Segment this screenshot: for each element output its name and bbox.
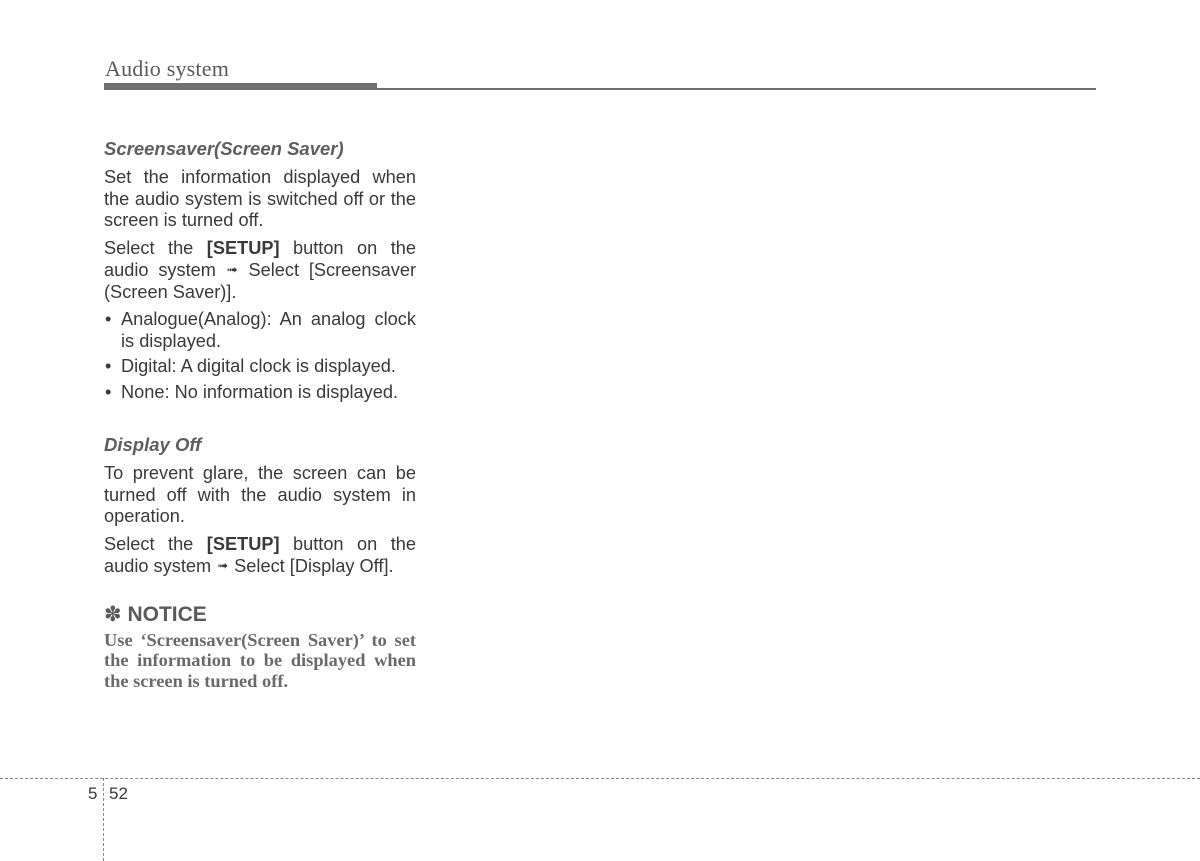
list-item	[104, 356, 416, 378]
bullet-icon: •	[105, 381, 112, 402]
list-item	[104, 382, 416, 404]
footer-divider	[0, 778, 1200, 779]
footer-vertical-divider	[103, 778, 104, 861]
instruction-prefix: Select the	[104, 237, 207, 258]
bullet-icon: •	[105, 356, 112, 376]
option-text: Digital: A digital clock is displayed.	[121, 356, 396, 376]
display-off-instruction	[104, 534, 416, 578]
screensaver-description: Set the information displayed when the audio system is switched off or the screen is turned off.	[104, 167, 416, 230]
setup-button-label: [SETUP]	[206, 533, 280, 554]
notice-icon: ✽	[104, 602, 122, 626]
notice-heading	[104, 602, 416, 628]
setup-button-label: [SETUP]	[206, 237, 280, 258]
arrow-right-icon: ➟	[217, 558, 229, 573]
header-rule-thick	[104, 83, 377, 90]
display-off-heading: Display Off	[104, 434, 202, 455]
screensaver-options-list	[104, 309, 416, 403]
instruction-suffix: Select [Screensaver (Screen Saver)].	[104, 260, 416, 302]
option-text: None: No information is displayed.	[121, 381, 398, 402]
display-off-description: To prevent glare, the screen can be turned off with the audio system in operation.	[104, 463, 416, 526]
list-item	[104, 309, 416, 352]
chapter-number: 5	[88, 784, 98, 803]
header-title: Audio system	[105, 56, 230, 81]
instruction-middle: button on the audio system	[104, 533, 416, 576]
notice-title: NOTICE	[127, 602, 207, 626]
bullet-icon: •	[105, 309, 112, 329]
notice-body: Use ‘Screensaver(Screen Saver)’ to set the information to be displayed when the screen is turned off.	[104, 629, 416, 691]
instruction-suffix: Select [Display Off].	[229, 556, 394, 576]
instruction-middle: button on the audio system	[104, 237, 416, 280]
screensaver-instruction	[104, 238, 416, 304]
page-number: 52	[109, 784, 128, 803]
instruction-prefix: Select the	[104, 533, 207, 554]
option-text: Analogue(Analog): An analog clock is displayed.	[121, 309, 416, 351]
header-rule-thin	[377, 88, 1096, 90]
screensaver-heading: Screensaver(Screen Saver)	[104, 138, 344, 159]
arrow-right-icon: ➟	[226, 262, 238, 277]
content-column	[104, 137, 416, 691]
